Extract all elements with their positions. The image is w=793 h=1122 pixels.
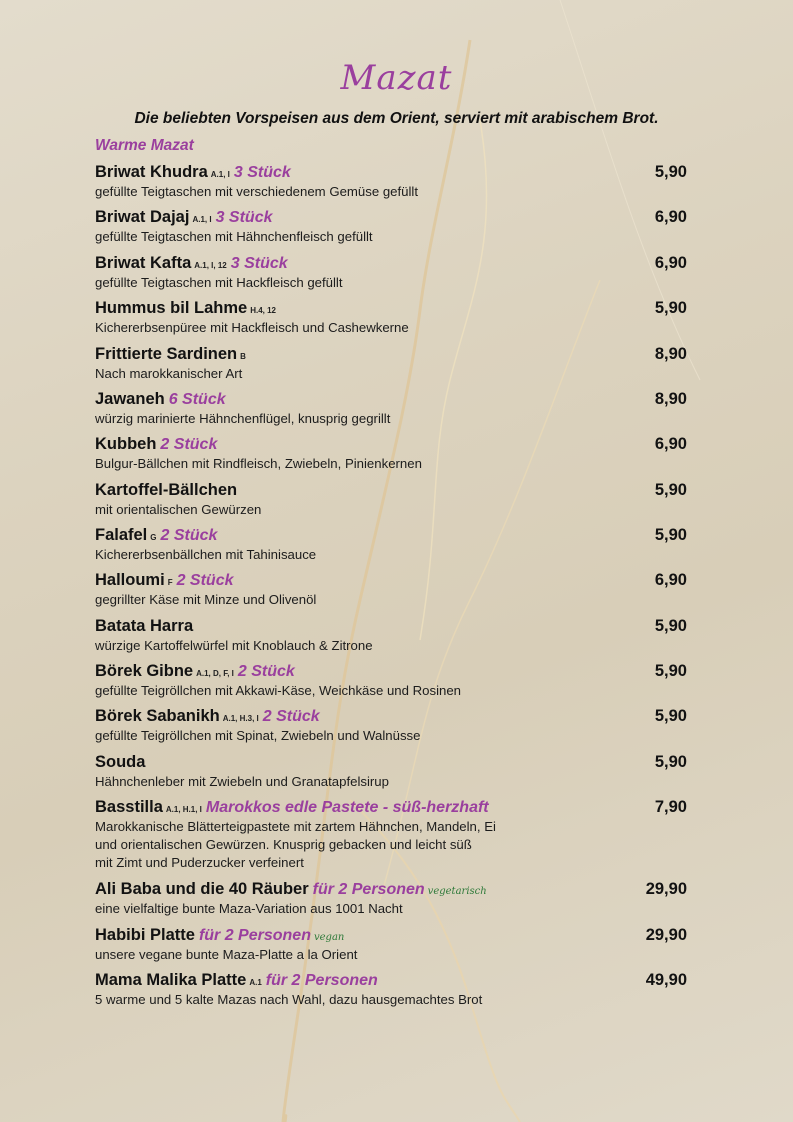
item-name: Habibi Platte bbox=[95, 926, 195, 944]
item-price: 7,90 bbox=[654, 798, 687, 816]
item-name: Ali Baba und die 40 Räuber bbox=[95, 880, 309, 898]
item-name: Kubbeh bbox=[95, 435, 157, 453]
item-allergens: A.1, H.3, I bbox=[222, 714, 259, 723]
item-price: 29,90 bbox=[645, 880, 687, 898]
item-portion-note: 2 Stück bbox=[160, 527, 218, 544]
item-price: 5,90 bbox=[654, 299, 687, 317]
section-heading: Warme Mazat bbox=[95, 137, 194, 154]
item-price: 6,90 bbox=[654, 208, 687, 226]
item-allergens: F bbox=[167, 578, 173, 587]
item-portion-note: für 2 Personen bbox=[198, 927, 311, 944]
item-portion-note: 3 Stück bbox=[230, 255, 288, 272]
menu-item bbox=[95, 926, 690, 964]
item-name: Börek Sabanikh bbox=[95, 707, 220, 725]
menu-item bbox=[95, 390, 690, 428]
item-allergens: A.1 bbox=[249, 978, 262, 987]
item-description: Bulgur-Bällchen mit Rindfleisch, Zwiebeln, Pinienkernen bbox=[95, 456, 422, 471]
menu-item bbox=[95, 526, 690, 564]
item-allergens: B bbox=[240, 352, 246, 361]
menu-item-row bbox=[95, 798, 690, 817]
menu-item-row bbox=[95, 254, 690, 273]
item-price: 49,90 bbox=[645, 971, 687, 989]
item-price: 5,90 bbox=[654, 753, 687, 771]
item-allergens: A.1, I bbox=[192, 215, 212, 224]
item-description: unsere vegane bunte Maza-Platte a la Orient bbox=[95, 947, 358, 962]
menu-item bbox=[95, 971, 690, 1009]
item-price: 5,90 bbox=[654, 617, 687, 635]
item-name: Mama Malika Platte bbox=[95, 971, 247, 989]
item-price: 5,90 bbox=[654, 707, 687, 725]
menu-item-row bbox=[95, 926, 690, 945]
menu-item-row bbox=[95, 345, 690, 364]
item-price: 6,90 bbox=[654, 435, 687, 453]
item-allergens: G bbox=[150, 533, 157, 542]
item-name: Halloumi bbox=[95, 571, 165, 589]
item-name: Briwat Kafta bbox=[95, 254, 192, 272]
item-name: Batata Harra bbox=[95, 617, 194, 635]
menu-item-row bbox=[95, 571, 690, 590]
menu-item-row bbox=[95, 390, 690, 409]
item-allergens: A.1, I, 12 bbox=[194, 261, 227, 270]
item-portion-note: für 2 Personen bbox=[265, 972, 378, 989]
item-portion-note: 3 Stück bbox=[215, 209, 273, 226]
menu-item bbox=[95, 617, 690, 655]
menu-subtitle: Die beliebten Vorspeisen aus dem Orient, serviert mit arabischem Brot. bbox=[134, 110, 659, 127]
menu-item-row bbox=[95, 880, 690, 899]
item-description: mit orientalischen Gewürzen bbox=[95, 502, 262, 517]
menu-item-row bbox=[95, 299, 690, 318]
menu-item bbox=[95, 345, 690, 383]
item-portion-note: 2 Stück bbox=[176, 572, 234, 589]
menu-item bbox=[95, 880, 690, 918]
menu-item-row bbox=[95, 662, 690, 681]
item-portion-note: 3 Stück bbox=[233, 164, 291, 181]
item-description: gefüllte Teigtaschen mit verschiedenem Gemüse gefüllt bbox=[95, 184, 419, 199]
menu-item-row bbox=[95, 617, 690, 636]
menu-item-row bbox=[95, 208, 690, 227]
item-description: Nach marokkanischer Art bbox=[95, 366, 243, 381]
menu-item-row bbox=[95, 481, 690, 500]
item-price: 5,90 bbox=[654, 526, 687, 544]
item-description-line: und orientalischen Gewürzen. Knusprig gebacken und leicht süß bbox=[95, 837, 472, 852]
item-description: Hähnchenleber mit Zwiebeln und Granatapfelsirup bbox=[95, 774, 389, 789]
item-portion-note: 2 Stück bbox=[237, 663, 295, 680]
item-allergens: A.1, I bbox=[210, 170, 230, 179]
item-description-line: Marokkanische Blätterteigpastete mit zartem Hähnchen, Mandeln, Ei bbox=[95, 819, 496, 834]
item-allergens: A.1, H.1, I bbox=[165, 805, 202, 814]
item-description-line: mit Zimt und Puderzucker verfeinert bbox=[95, 855, 304, 870]
item-price: 5,90 bbox=[654, 163, 687, 181]
item-name: Börek Gibne bbox=[95, 662, 194, 680]
menu-item-row bbox=[95, 707, 690, 726]
menu-item bbox=[95, 481, 690, 519]
menu-item-row bbox=[95, 971, 690, 990]
item-description: gegrillter Käse mit Minze und Olivenöl bbox=[95, 592, 317, 607]
item-price: 6,90 bbox=[654, 254, 687, 272]
item-name: Basstilla bbox=[95, 798, 163, 816]
item-description: eine vielfaltige bunte Maza-Variation aus 1001 Nacht bbox=[95, 901, 403, 916]
item-price: 29,90 bbox=[645, 926, 687, 944]
menu-item bbox=[95, 662, 690, 700]
item-description: gefüllte Teigröllchen mit Akkawi-Käse, Weichkäse und Rosinen bbox=[95, 683, 462, 698]
item-portion-note: Marokkos edle Pastete - süß-herzhaft bbox=[205, 799, 489, 816]
item-allergens: A.1, D, F, I bbox=[196, 669, 234, 678]
item-portion-note: 6 Stück bbox=[168, 391, 226, 408]
menu-item bbox=[95, 435, 690, 473]
item-diet-tag: vegetarisch bbox=[427, 886, 487, 897]
item-description: gefüllte Teigtaschen mit Hähnchenfleisch gefüllt bbox=[95, 229, 373, 244]
item-description: würzige Kartoffelwürfel mit Knoblauch & Zitrone bbox=[95, 638, 373, 653]
item-name: Frittierte Sardinen bbox=[95, 345, 238, 363]
item-allergens: H.4, 12 bbox=[250, 306, 276, 315]
menu-item bbox=[95, 208, 690, 246]
item-name: Briwat Dajaj bbox=[95, 208, 190, 226]
item-name: Jawaneh bbox=[95, 390, 165, 408]
menu-item bbox=[95, 753, 690, 791]
item-price: 5,90 bbox=[654, 481, 687, 499]
item-price: 8,90 bbox=[654, 390, 687, 408]
item-price: 6,90 bbox=[654, 571, 687, 589]
menu-item bbox=[95, 571, 690, 609]
menu-title: Mazat bbox=[340, 58, 453, 98]
item-name: Falafel bbox=[95, 526, 148, 544]
item-name: Briwat Khudra bbox=[95, 163, 208, 181]
menu-item bbox=[95, 163, 690, 201]
item-name: Kartoffel-Bällchen bbox=[95, 481, 238, 499]
menu-item bbox=[95, 798, 690, 872]
menu-item bbox=[95, 299, 690, 337]
item-description: 5 warme und 5 kalte Mazas nach Wahl, dazu hausgemachtes Brot bbox=[95, 992, 483, 1007]
item-description: gefüllte Teigtaschen mit Hackfleisch gefüllt bbox=[95, 275, 343, 290]
item-portion-note: 2 Stück bbox=[160, 436, 218, 453]
menu-item-row bbox=[95, 753, 690, 772]
menu-item-row bbox=[95, 163, 690, 182]
item-price: 8,90 bbox=[654, 345, 687, 363]
item-diet-tag: vegan bbox=[313, 932, 345, 943]
item-name: Souda bbox=[95, 753, 146, 771]
item-price: 5,90 bbox=[654, 662, 687, 680]
item-name: Hummus bil Lahme bbox=[95, 299, 248, 317]
item-description: würzig marinierte Hähnchenflügel, knusprig gegrillt bbox=[95, 411, 391, 426]
item-description: gefüllte Teigröllchen mit Spinat, Zwiebeln und Walnüsse bbox=[95, 728, 421, 743]
menu-item-row bbox=[95, 526, 690, 545]
menu-item-row bbox=[95, 435, 690, 454]
menu-item bbox=[95, 254, 690, 292]
item-description: Kichererbsenpüree mit Hackfleisch und Cashewkerne bbox=[95, 320, 409, 335]
item-portion-note: 2 Stück bbox=[262, 708, 320, 725]
item-description bbox=[95, 818, 690, 872]
item-description: Kichererbsenbällchen mit Tahinisauce bbox=[95, 547, 317, 562]
menu-item bbox=[95, 707, 690, 745]
item-portion-note: für 2 Personen bbox=[312, 881, 425, 898]
